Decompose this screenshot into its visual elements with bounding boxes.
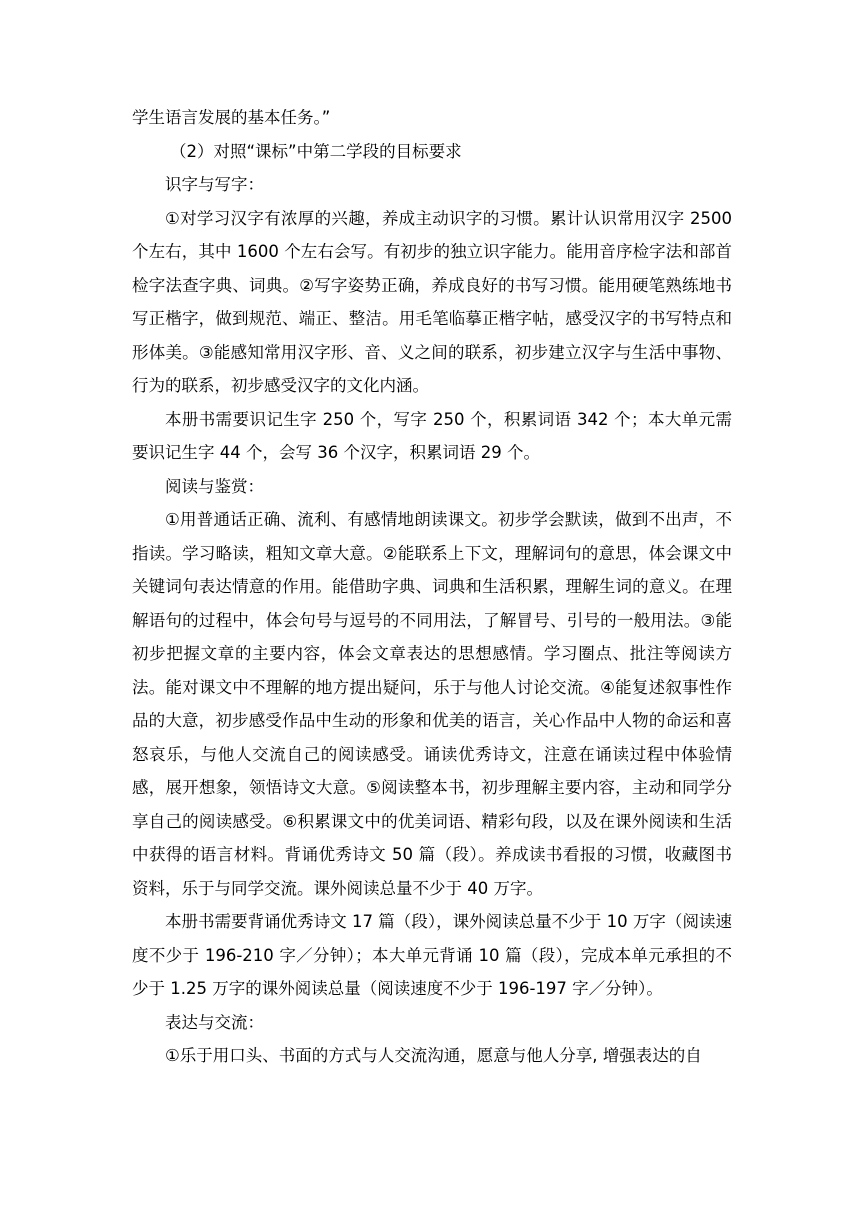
- subheading-literacy-writing: 识字与写字：: [165, 175, 264, 194]
- paragraph-continuation: 学生语言发展的基本任务。”: [132, 108, 331, 127]
- paragraph-expression-goals: ①乐于用口头、书面的方式与人交流沟通，愿意与他人分享, 增强表达的自: [165, 1046, 702, 1065]
- paragraph-literacy-requirements: 本册书需要识记生字 250 个，写字 250 个，积累词语 342 个；本大单元需要识记生字 44 个，会写 36 个汉字，积累词语 29 个。: [132, 409, 732, 462]
- section-heading-curriculum-goals: （2）对照“课标”中第二学段的目标要求: [170, 141, 462, 161]
- paragraph-literacy-goals: ①对学习汉字有浓厚的兴趣，养成主动识字的习惯。累计认识常用汉字 2500 个左右，其中 1600 个左右会写。有初步的独立识字能力。能用音序检字法和部首检字法查字典、词典。②写字姿势正确，养成良好的书写习惯。能用硬笔熟练地书写正楷字，做到规范、端正、整洁。用毛笔临摹正楷字帖，感受汉字的书写特点和形体美。③能感知常用汉字形、音、义之间的联系，初步建立汉字与生活中事物、行为的联系，初步感受汉字的文化内涵。: [132, 208, 732, 395]
- subheading-reading-appreciation: 阅读与鉴赏：: [165, 476, 264, 496]
- paragraph-reading-goals: ①用普通话正确、流利、有感情地朗读课文。初步学会默读，做到不出声，不指读。学习略读，粗知文章大意。②能联系上下文，理解词句的意思，体会课文中关键词句表达情意的作用。能借助字典、词典和生活积累，理解生词的意义。在理解语句的过程中，体会句号与逗号的不同用法，了解冒号、引号的一般用法。③能初步把握文章的主要内容，体会文章表达的思想感情。学习圈点、批注等阅读方法。能对课文中不理解的地方提出疑问，乐于与他人讨论交流。④能复述叙事性作品的大意，初步感受作品中生动的形象和优美的语言，关心作品中人物的命运和喜怒哀乐，与他人交流自己的阅读感受。诵读优秀诗文，注意在诵读过程中体验情感，展开想象，领悟诗文大意。⑤阅读整本书，初步理解主要内容，主动和同学分享自己的阅读感受。⑥积累课文中的优美词语、精彩句段，以及在课外阅读和生活中获得的语言材料。背诵优秀诗文 50 篇（段）。养成读书看报的习惯，收藏图书资料，乐于与同学交流。课外阅读总量不少于 40 万字。: [132, 510, 732, 898]
- subheading-expression-communication: 表达与交流：: [165, 1012, 264, 1032]
- document-body: [132, 101, 732, 1073]
- paragraph-reading-requirements: 本册书需要背诵优秀诗文 17 篇（段），课外阅读总量不少于 10 万字（阅读速度不少于 196-210 字／分钟）；本大单元背诵 10 篇（段），完成本单元承担的不少于 1.25 万字的课外阅读总量（阅读速度不少于 196-197 字／分钟）。: [132, 912, 732, 998]
